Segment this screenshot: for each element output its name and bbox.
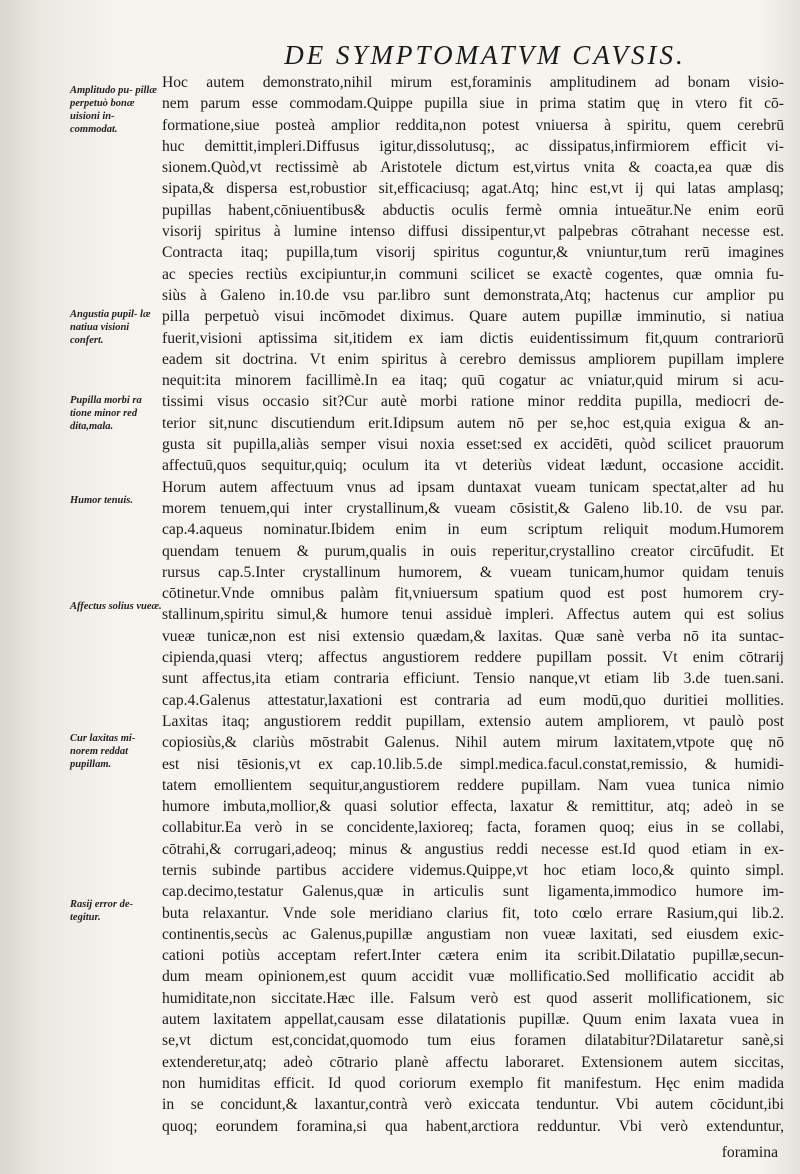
margin-note: Affectus solius vueæ.	[70, 601, 162, 612]
text-line: visorij spiritus à lumine intenso diffusi dissipentur,vt palpebras cōtrahant necesse est.	[162, 223, 784, 241]
text-line: sunt affectus,ita etiam contraria efficiunt. Tensio nanque,vt etiam lib 3.de tuen.sani.	[162, 670, 784, 688]
margin-note: Pupilla morbi ra tione minor red dita,mala.	[70, 395, 142, 432]
text-line: Laxitas itaq; angustiorem reddit pupillam, extensio autem ampliorem, vt paulò post	[162, 712, 784, 730]
text-line: huc demittit,impleri.Diffusus igitur,dissolutusq;, ac dissipatus,infirmiorem efficit vi-	[162, 137, 784, 155]
text-line: autem laxitatem appellat,causam esse dilatationis pupillæ. Quum enim laxata vuea in	[162, 1011, 784, 1029]
text-line: quendam tenuem & purum,qualis in ouis reperitur,crystallino creator circūfudit. Et	[162, 542, 784, 560]
text-line: se,vt dictum est,concidat,quomodo tum eius foramen dilatabitur?Dilataretur sanè,si	[162, 1032, 784, 1050]
text-line: tatem emollientem sequitur,angustiorem reddere pupillam. Nam vuea tunica nimio	[162, 776, 784, 794]
text-line: est nisi tēsionis,vt ex cap.10.lib.5.de simpl.medica.facul.constat,remissio, & humidi-	[162, 755, 784, 773]
text-line: quoq; eorundem foramina,si qua habent,arctiora redduntur. Vbi verò extenduntur,	[162, 1117, 784, 1135]
text-line: affectuū,quos sequitur,quiq; oculum ita vt deteriùs videat lædunt, occasione accidit.	[162, 457, 784, 475]
catchword: foramina	[721, 1144, 778, 1161]
text-line: cipienda,quasi vterq; affectus angustiorem reddere pupillam possit. Vt enim cōtrarij	[162, 649, 784, 667]
text-line: non humiditas efficit. Id quod coriorum exemplo fit manifestum. Hęc enim madida	[162, 1074, 784, 1092]
margin-note: Amplitudo pu- pillæ perpetuò bonæ uisioni in- commodat.	[70, 85, 157, 135]
text-line: ternis subinde partibus accidere videmus.Quippe,vt hoc etiam loco,& quinto simpl.	[162, 861, 784, 879]
text-line: formatione,siue posteà amplior reddita,non potest vniuersa à spiritu, quem cerebrū	[162, 116, 784, 134]
text-line: fuerit,visioni aptissima sit,itidem ex iam dictis euidentissimum fit,quum contrariorū	[162, 329, 784, 347]
text-line: buta relaxantur. Vnde sole meridiano clarius fit, toto cœlo errare Rasium,qui lib.2.	[162, 904, 784, 922]
text-line: morem tenuem,qui inter crystallinum,& vueam cōsistit,& Galeno lib.10. de vsu par.	[162, 499, 784, 517]
text-line: sipata,& dispersa est,robustior sit,efficaciusq; agat.Atq; hinc est,vt ij qui latas amplasq;	[162, 180, 784, 198]
text-line: nequit:ita minorem facillimè.In ea itaq; quū cogatur ac vniatur,quid mirum si acu-	[162, 372, 784, 390]
text-line: copiosiùs,& clariùs mōstrabit Galenus. Nihil autem mirum laxitatem,vtpote quę nō	[162, 734, 784, 752]
margin-note: Humor tenuis.	[70, 495, 134, 506]
text-line: cap.4.Galenus attestatur,laxationi est contraria ad eum modū,quo duritiei mollities.	[162, 691, 784, 709]
text-line: pupillas habent,cōniuentibus& abductis oculis fermè omnia intueātur.Ne enim eorū	[162, 201, 784, 219]
text-line: extenderetur,atq; adeò cōtrario planè affectu laboraret. Extensionem autem siccitas,	[162, 1053, 784, 1071]
text-line: cap.decimo,testatur Galenus,quæ in articulis sunt ligamenta,immodico humore im-	[162, 883, 784, 901]
text-line: rursus cap.5.Inter crystallinum humorem, & vueam tunicam,humor quidam tenuis	[162, 563, 784, 581]
text-line: cationi potiùs acceptam refert.Inter cætera enim ita scribit.Dilatatio pupillæ,secun-	[162, 947, 784, 965]
text-line: dum meam opinionem,est quum accidit vuæ mollificatio.Sed mollificatio accidit ab	[162, 968, 784, 986]
text-line: nem parum esse commodam.Quippe pupilla siue in prima statim quę in vtero fit cō-	[162, 95, 784, 113]
text-line: pilla perpetuò visui incōmodet diximus. Quare autem pupillæ imminutio, si natiua	[162, 308, 784, 326]
text-line: humore imbuta,mollior,& quasi solutior effecta, laxatur & remittitur, atq; adeò in se	[162, 798, 784, 816]
text-line: ac species rectiùs excipiuntur,in communi scilicet se exactè cogentes, quæ omnia fu-	[162, 265, 784, 283]
body-text	[162, 72, 784, 1137]
text-line: in se concidunt,& laxantur,contrà verò exiccata tenduntur. Vbi autem cōcidunt,ibi	[162, 1096, 784, 1114]
text-line: eadem sit doctrina. Vt enim spiritus à cerebro demissus ampliorem pupillam implere	[162, 350, 784, 368]
text-line: cōtrahi,& corrugari,adeoq; minus & angustius reddi necesse est.Id quod etiam in ex-	[162, 840, 784, 858]
text-line: tissimi visus occasio sit?Cur autè morbi ratione minor reddita pupilla, mediocri de-	[162, 393, 784, 411]
margin-note: Angustia pupil- læ natiua visioni confert.	[70, 309, 151, 346]
text-line: stallinum,spiritu simul,& humore tenui assiduè impleri. Affectus autem qui est solius	[162, 606, 784, 624]
text-line: collabitur.Ea verò in se concidente,laxioreq; facta, foramen quoq; eius in se collabi,	[162, 819, 784, 837]
text-line: siùs à Galeno in.10.de vsu par.libro sunt demonstrata,Atq; hactenus cur amplior pu	[162, 286, 784, 304]
text-line: cap.4.aqueus nominatur.Ibidem enim in eum scriptum reliquit modum.Humorem	[162, 521, 784, 539]
text-line: Contracta itaq; pupilla,tum visorij spiritus coguntur,& vniuntur,tum rerū imagines	[162, 244, 784, 262]
text-line: continentis,secùs ac Galenus,pupillæ angustiam non vueæ laxitati, sed eiusdem exic-	[162, 925, 784, 943]
text-line: cōtinetur.Vnde omnibus palàm fit,vniuersum spatium quod est post humorem cry-	[162, 585, 784, 603]
text-line: vueæ tunicæ,non est nisi extensio quædam,& laxitas. Quæ sanè verba nō ita suntac-	[162, 627, 784, 645]
text-line: sionem.Quòd,vt rectissimè ab Aristotele dictum est,virtus vnita & coacta,ea quæ dis	[162, 159, 784, 177]
text-line: gusta sit pupilla,aliàs semper visui noxia esset:sed ex accidēti, quòd scilicet prauorum	[162, 436, 784, 454]
text-line: terior sit,nunc discutiendum erit.Idipsum autem nō per se,hoc est,quia exigua & an-	[162, 414, 784, 432]
margin-note: Rasij error de- tegitur.	[70, 899, 133, 923]
text-line: humiditate,non siccitate.Hæc ille. Falsum verò est quod asserit mollificationem, sic	[162, 989, 784, 1007]
running-head: DE SYMPTOMATVM CAVSIS.	[284, 40, 686, 70]
text-line: Hoc autem demonstrato,nihil mirum est,foraminis amplitudinem ad bonam visio-	[162, 74, 784, 91]
margin-note: Cur laxitas mi- norem reddat pupillam.	[70, 733, 136, 770]
text-line: Horum autem affectuum vnus ad ipsam duntaxat vueam tunicam spectat,alter ad hu	[162, 478, 784, 496]
